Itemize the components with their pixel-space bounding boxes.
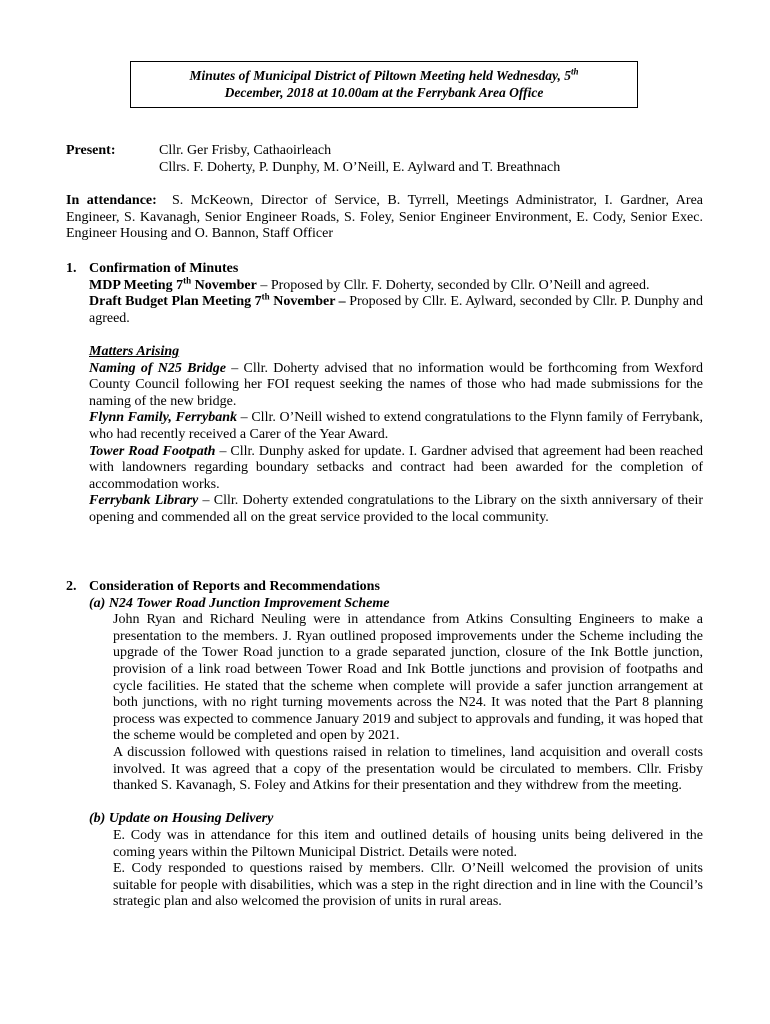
item-b-heading: (b) Update on Housing Delivery (89, 811, 274, 827)
present-list (159, 143, 719, 176)
present-line-2: Cllrs. F. Doherty, P. Dunphy, M. O’Neill, E. Aylward and T. Breathnach (159, 159, 561, 175)
section-1-heading: Confirmation of Minutes (89, 261, 239, 276)
matter-item: Ferrybank Library – Cllr. Doherty extended congratulations to the Library on the sixth anniversary of their opening and commended all on the great service provided to the local community. (89, 493, 704, 525)
section-1-number: 1. (66, 261, 77, 276)
present-line-1: Cllr. Ger Frisby, Cathaoirleach (159, 143, 332, 158)
title-line-2: December, 2018 at 10.00am at the Ferrybank Area Office (224, 85, 544, 100)
matter-item: Naming of N25 Bridge – Cllr. Doherty advised that no information would be forthcoming from Wexford County Council following her FOI request seeking the names of those who had made submissions for the naming of the new bridge. (89, 360, 704, 409)
item-b-paragraph-1: E. Cody was in attendance for this item and outlined details of housing units being delivered in the coming years within the Piltown Municipal District. Details were noted. (113, 827, 703, 860)
draft-budget-paragraph: Draft Budget Plan Meeting 7th November – Proposed by Cllr. E. Aylward, seconded by Cllr. P. Dunphy and agreed. (89, 291, 704, 326)
section-2-number: 2. (66, 579, 77, 594)
attendance-label: In attendance: (66, 193, 157, 208)
present-label: Present: (66, 143, 116, 158)
section-2 (89, 579, 703, 911)
matter-item: Tower Road Footpath – Cllr. Dunphy asked for update. I. Gardner advised that agreement had been reached with landowners regarding boundary setbacks and contract had been awarded for the completion of accommodation works. (89, 443, 704, 492)
matters-arising-heading: Matters Arising (89, 343, 180, 359)
matter-item: Flynn Family, Ferrybank – Cllr. O’Neill wished to extend congratulations to the Flynn family of Ferrybank, who had recently received a Carer of the Year Award. (89, 410, 704, 442)
item-a-paragraph-2: A discussion followed with questions raised in relation to timelines, land acquisition and overall costs involved. It was agreed that a copy of the presentation would be circulated to members. Cllr. Frisby thanked S. Kavanagh, S. Foley and Atkins for their presentation and they withdrew from the meeting. (113, 744, 703, 794)
mdp-meeting-paragraph: MDP Meeting 7th November – Proposed by Cllr. F. Doherty, seconded by Cllr. O’Neill and agreed. (89, 274, 650, 293)
title-line-1: Minutes of Municipal District of Piltown Meeting held Wednesday, 5th (189, 66, 579, 83)
item-a-paragraph-1: John Ryan and Richard Neuling were in attendance from Atkins Consulting Engineers to make a presentation to the members. J. Ryan outlined proposed improvements under the Scheme including the upgrade of the Tower Road junction to a grade separated junction, closure of the Ink Bottle junction, provision of a link road between Tower Road and Ink Bottle junctions and provision of footpaths and cycle facilities. He stated that the scheme when complete will provide a safer junction arrangement at both junctions, with no right turning movements across the N24. It was noted that the Part 8 planning process was expected to commence January 2019 and subject to approvals and funding, it was hoped that the scheme would be completed and open by 2021. (113, 612, 703, 744)
attendance-paragraph (66, 193, 703, 243)
section-1 (89, 261, 703, 527)
document-title (130, 61, 638, 108)
item-b-paragraph-2: E. Cody responded to questions raised by members. Cllr. O’Neill welcomed the provision of units suitable for people with disabilities, which was a step in the right direction and in line with the Council’s strategic plan and also welcomed the provision of units in rural areas. (113, 861, 703, 910)
item-a-heading: (a) N24 Tower Road Junction Improvement Scheme (89, 595, 390, 611)
section-2-heading: Consideration of Reports and Recommendations (89, 579, 380, 594)
attendance-text: S. McKeown, Director of Service, B. Tyrrell, Meetings Administrator, I. Gardner, Area Engineer, S. Kavanagh, Senior Engineer Roads, S. Foley, Senior Engineer Environment, E. Cody, Senior Exec. Engineer Housing and O. Bannon, Staff Officer (66, 193, 703, 242)
